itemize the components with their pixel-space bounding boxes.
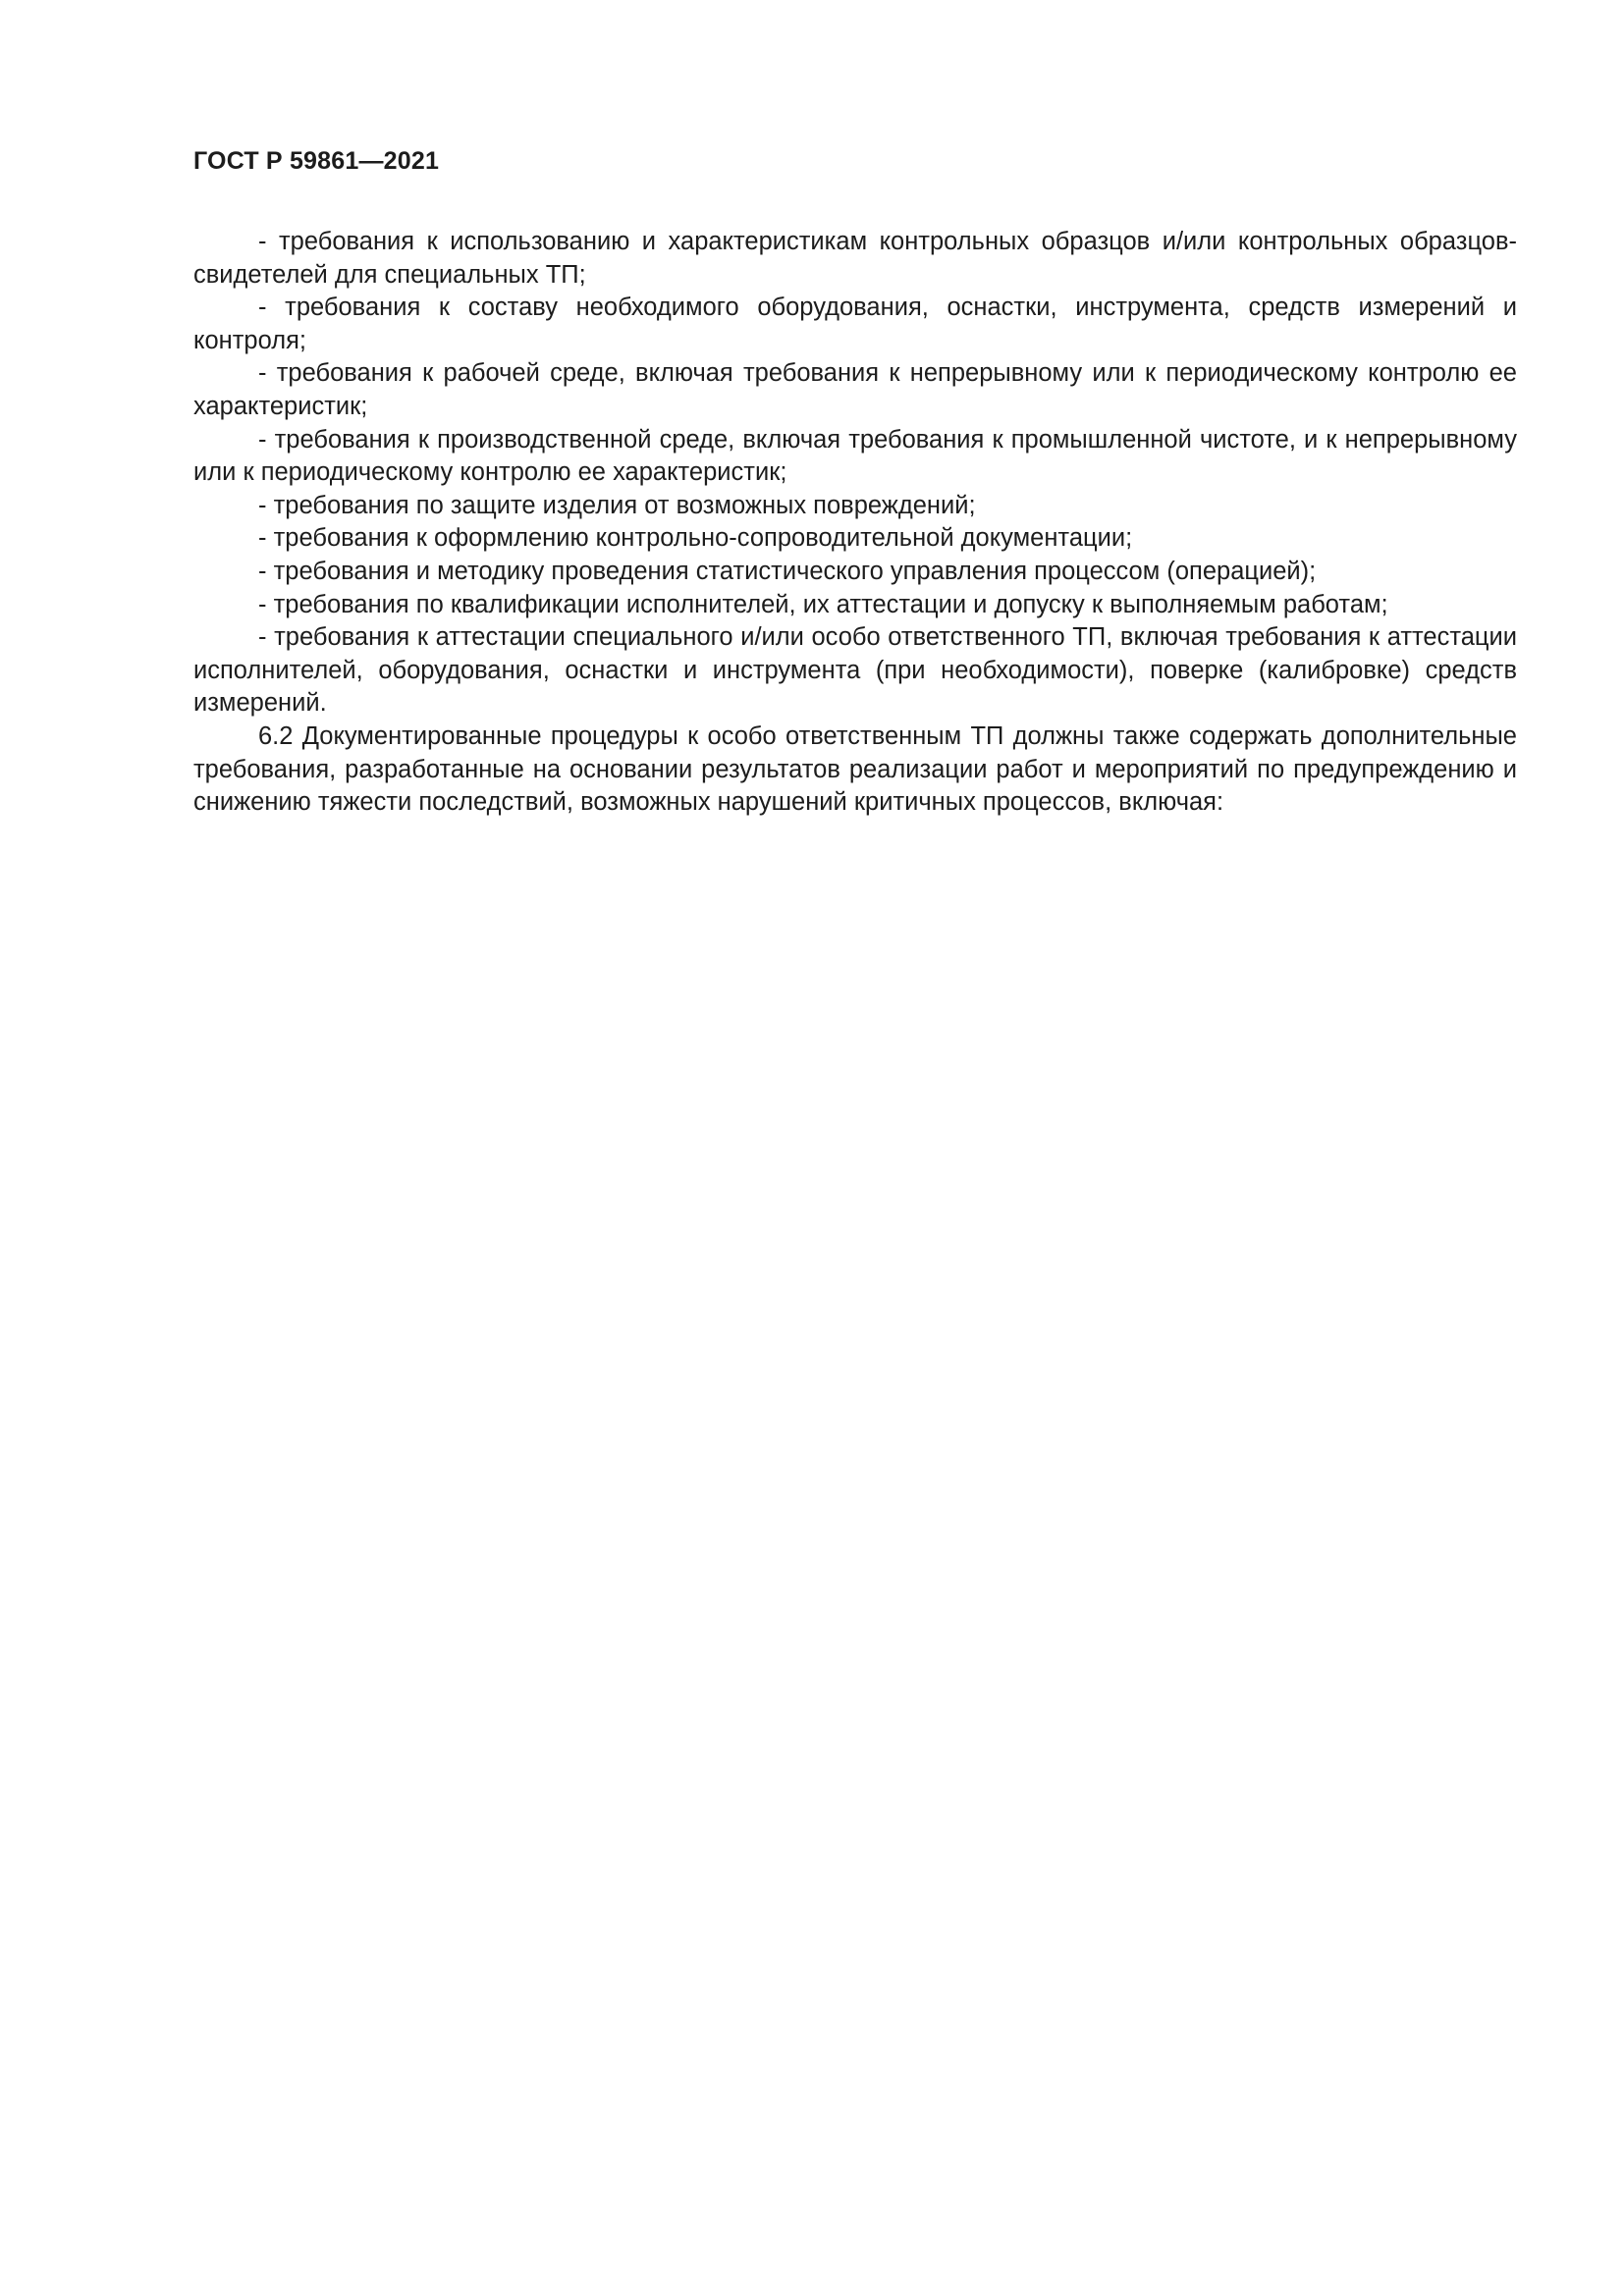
list-item: - требования к оформлению контрольно-сопроводительной документации;	[258, 524, 1133, 553]
list-item: - требования по квалификации исполнителей, их аттестации и допуску к выполняемым работам;	[258, 590, 1388, 618]
list-item: - требования к аттестации специального и/или особо ответственного ТП, включая требования к аттестации исполнителей, оборудования, оснастки и инструмента (при необходимости), поверке (калибровке) средств измерений.	[193, 623, 1517, 718]
list-item: - требования к составу необходимого оборудования, оснастки, инструмента, средств измерений и контроля;	[193, 294, 1517, 354]
list-item: - требования и методику проведения статистического управления процессом (операцией);	[258, 557, 1317, 585]
list-item: - требования по защите изделия от возможных повреждений;	[258, 491, 976, 519]
document-body	[193, 226, 1517, 820]
list-item: - требования к использованию и характеристикам контрольных образцов и/или контрольных образцов-свидетелей для специальных ТП;	[193, 228, 1517, 289]
list-item: - требования к рабочей среде, включая требования к непрерывному или к периодическому контролю ее характеристик;	[193, 359, 1517, 420]
clause-6-2: 6.2 Документированные процедуры к особо ответственным ТП должны также содержать дополнительные требования, разработанные на основании результатов реализации работ и мероприятий по предупреждению и снижению тяжести последствий, возможных нарушений критичных процессов, включая:	[193, 721, 1517, 817]
standard-designation: ГОСТ Р 59861—2021	[193, 147, 440, 175]
list-item: - требования к производственной среде, включая требования к промышленной чистоте, и к непрерывному или к периодическому контролю ее характеристик;	[193, 425, 1517, 487]
